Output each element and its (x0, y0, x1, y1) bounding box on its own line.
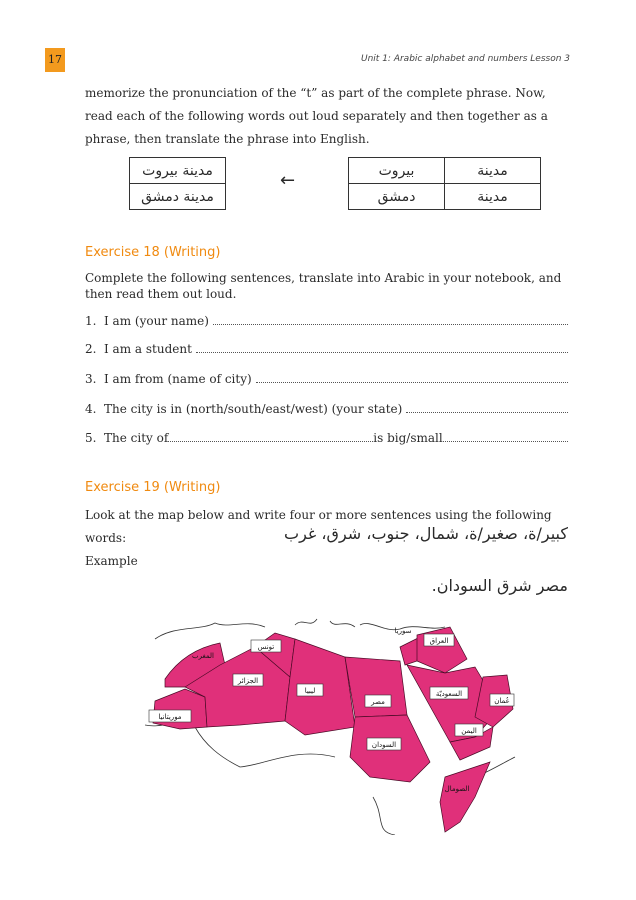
words-table (348, 157, 541, 210)
label-tunisia: تونس (257, 643, 275, 651)
egypt-shape (345, 657, 407, 717)
sentence-item (85, 372, 568, 386)
answer-blank[interactable] (168, 432, 373, 442)
arabic-vocabulary: كبير/ة، صغير/ة، شمال، جنوب، شرق، غرب (284, 524, 568, 543)
intro-paragraph: memorize the pronunciation of the “t” as part of the complete phrase. Now, read each of the following words out loud separately and then together as a phrase, then translate the phrase into English. (85, 86, 548, 146)
left-arrow-icon: ← (280, 170, 296, 191)
item-text: I am (your name) (104, 314, 209, 328)
exercise-19-instructions: Look at the map below and write four or more sentences using the following words: (85, 508, 552, 545)
label-sudan: السودان (371, 741, 397, 749)
label-egypt: مصر (371, 698, 385, 706)
example-label: Example (85, 554, 138, 568)
label-iraq: العراق (429, 637, 449, 645)
item-text: The city of (104, 431, 169, 445)
exercise-18-title: Exercise 18 (Writing) (85, 245, 221, 260)
answer-blank[interactable] (443, 432, 568, 442)
running-head: Unit 1: Arabic alphabet and numbers Lesson 3 (361, 54, 570, 64)
sentence-item (85, 431, 568, 445)
label-morocco: المغرب (192, 652, 214, 660)
sentence-item (85, 402, 568, 416)
item-text: I am a student (104, 342, 192, 356)
item-number: 3. (85, 372, 97, 386)
item-text: The city is in (north/south/east/west) (your state) (104, 402, 403, 416)
answer-blank[interactable] (256, 373, 568, 383)
arab-world-map (145, 617, 535, 835)
sentence-item (85, 314, 568, 328)
label-somalia: الصومال (444, 785, 470, 793)
example-sentence: مصر شرق السودان. (431, 576, 568, 595)
label-libya: ليبيا (304, 687, 316, 695)
word-cell: مدينة (445, 184, 541, 210)
item-number: 1. (85, 314, 97, 328)
phrase-table (129, 157, 226, 210)
item-text: is big/small (373, 431, 443, 445)
sentence-item (85, 342, 568, 356)
item-number: 4. (85, 402, 97, 416)
label-yemen: اليمن (461, 727, 477, 735)
label-saudi: السعوديّة (435, 690, 463, 698)
label-algeria: الجزائر (237, 677, 259, 685)
word-cell: بيروت (349, 158, 445, 184)
label-syria: سوريا (394, 627, 412, 635)
word-cell: مدينة (445, 158, 541, 184)
word-cell: دمشق (349, 184, 445, 210)
item-number: 2. (85, 342, 97, 356)
label-oman: عُمان (494, 697, 510, 705)
item-text: I am from (name of city) (104, 372, 252, 386)
answer-blank[interactable] (213, 315, 568, 325)
exercise-18-instructions: Complete the following sentences, translate into Arabic in your notebook, and then read them out loud. (85, 271, 562, 301)
phrase-cell: مدينة بيروت (130, 158, 226, 184)
answer-blank[interactable] (196, 343, 568, 353)
item-number: 5. (85, 431, 97, 445)
label-mauritania: موريتانيا (158, 713, 182, 721)
exercise-19-title: Exercise 19 (Writing) (85, 480, 221, 495)
page-number: 17 (45, 48, 65, 72)
answer-blank[interactable] (406, 403, 568, 413)
phrase-cell: مدينة دمشق (130, 184, 226, 210)
somalia-shape (440, 762, 490, 832)
mauritania-shape (153, 689, 207, 729)
